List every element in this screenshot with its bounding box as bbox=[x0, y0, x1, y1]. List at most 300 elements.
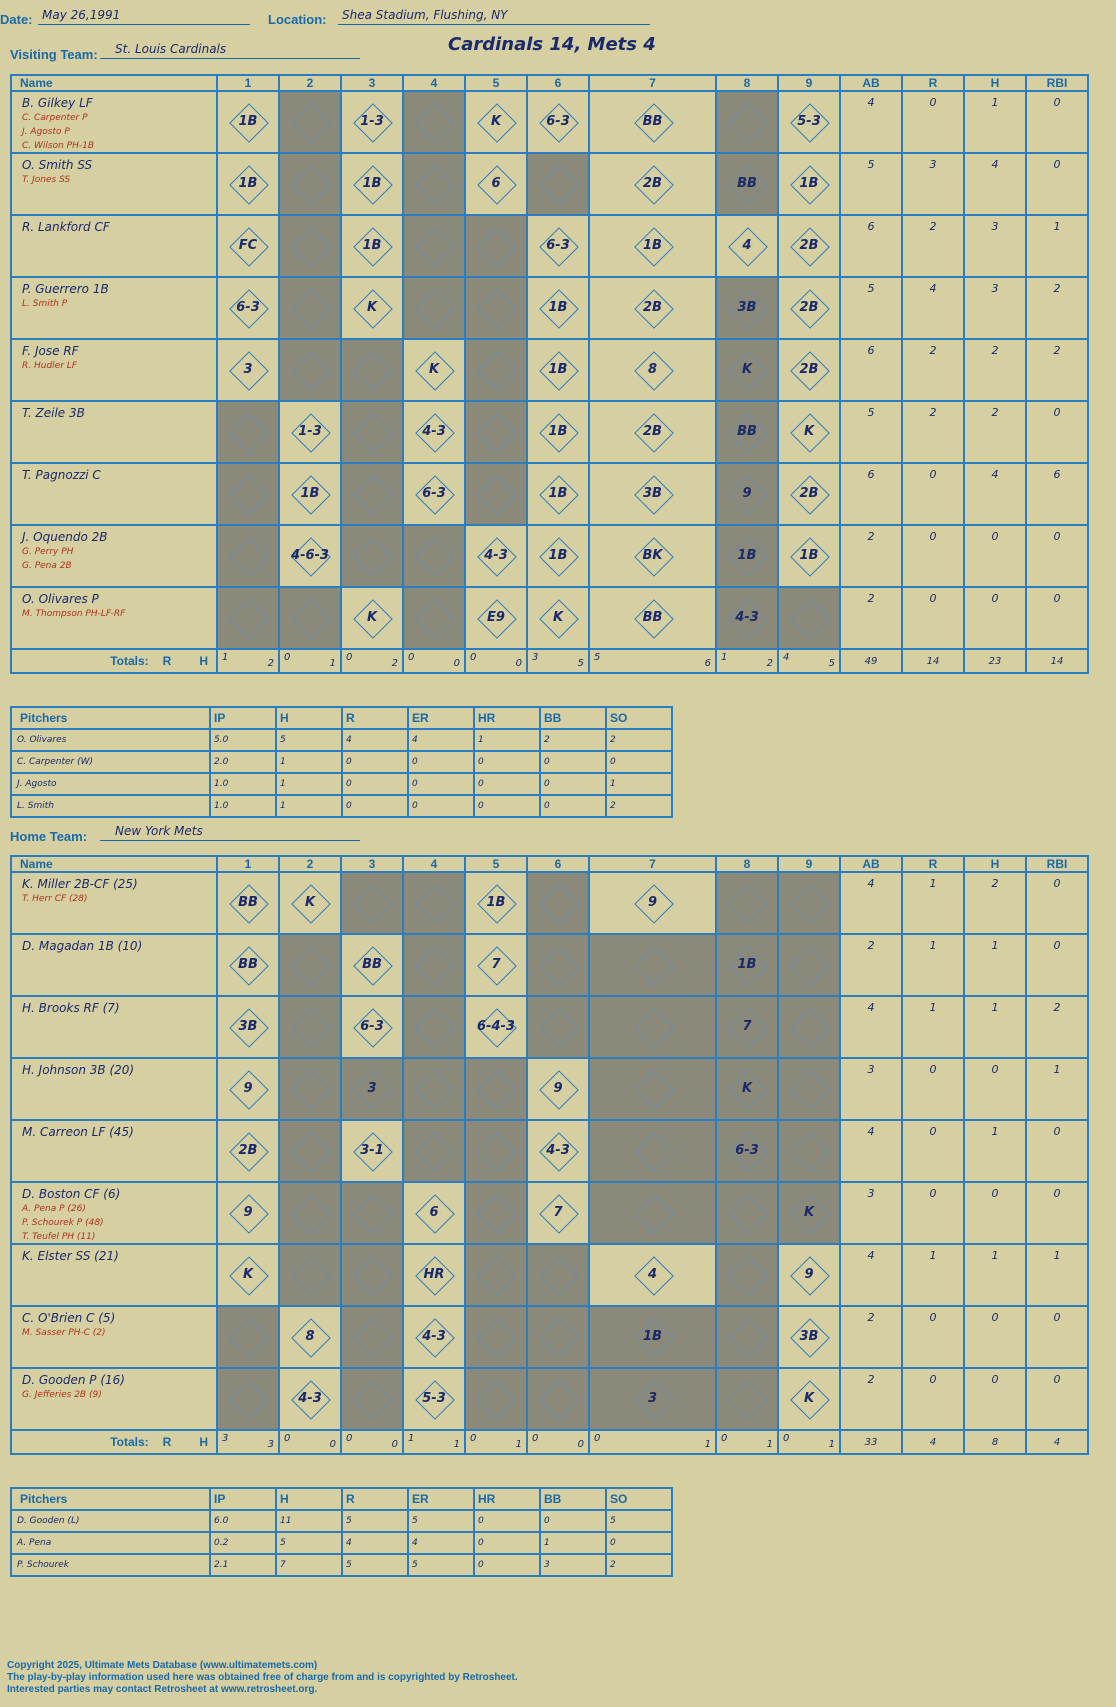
substitute-name: C. Wilson PH-1B bbox=[22, 141, 95, 151]
play-result: K bbox=[242, 1267, 254, 1282]
at-bat-cell bbox=[465, 153, 527, 215]
substitute-name: A. Pena P (26) bbox=[22, 1204, 86, 1214]
inning-hits: 5 bbox=[828, 658, 835, 669]
pitcher-stat: 11 bbox=[276, 1510, 342, 1532]
play-result: K bbox=[304, 895, 316, 910]
base-diamond bbox=[353, 884, 393, 924]
at-bat-cell bbox=[217, 401, 279, 463]
inning-header-3: 3 bbox=[341, 75, 403, 91]
play-result: 3-1 bbox=[360, 1143, 384, 1158]
at-bat-cell bbox=[527, 1306, 589, 1368]
visitors-scorecard bbox=[10, 74, 1089, 674]
pitcher-stat: 0 bbox=[408, 751, 474, 773]
pitcher-name: O. Olivares bbox=[11, 729, 210, 751]
stat-header-rbi: RBI bbox=[1026, 856, 1088, 872]
batter-h: 2 bbox=[964, 339, 1026, 401]
base-diamond bbox=[728, 103, 768, 143]
base-diamond bbox=[353, 475, 393, 515]
batter-name: C. O'Brien C (5) bbox=[22, 1311, 116, 1325]
play-result: 4-3 bbox=[735, 610, 759, 625]
inning-hits: 0 bbox=[577, 1439, 584, 1450]
stat-total: 33 bbox=[840, 1430, 902, 1454]
play-result: 3 bbox=[367, 1081, 377, 1096]
pitchers-header-row bbox=[11, 707, 672, 729]
inning-header-9: 9 bbox=[778, 856, 840, 872]
base-diamond bbox=[415, 289, 455, 329]
at-bat-cell bbox=[527, 339, 589, 401]
at-bat-cell bbox=[716, 91, 778, 153]
at-bat-cell bbox=[527, 153, 589, 215]
pitcher-stat: 0.2 bbox=[210, 1532, 276, 1554]
batter-ab: 2 bbox=[840, 934, 902, 996]
batter-r: 0 bbox=[902, 587, 964, 649]
inning-header-6: 6 bbox=[527, 75, 589, 91]
substitute-name: P. Schourek P (48) bbox=[22, 1218, 104, 1228]
home-pitchers-table bbox=[10, 1487, 673, 1577]
batter-row bbox=[11, 1058, 1088, 1120]
batter-r: 0 bbox=[902, 91, 964, 153]
play-result: FC bbox=[238, 238, 258, 253]
base-diamond bbox=[291, 351, 331, 391]
at-bat-cell bbox=[341, 1120, 403, 1182]
batter-row bbox=[11, 587, 1088, 649]
at-bat-cell bbox=[217, 215, 279, 277]
batter-ab: 4 bbox=[840, 872, 902, 934]
pitcher-stat: 4 bbox=[342, 729, 408, 751]
at-bat-cell bbox=[716, 153, 778, 215]
inning-total-cell bbox=[589, 1430, 716, 1454]
play-result: BB bbox=[642, 114, 663, 129]
batter-rbi: 0 bbox=[1026, 153, 1088, 215]
at-bat-cell bbox=[465, 1306, 527, 1368]
batter-name-cell bbox=[11, 339, 217, 401]
at-bat-cell bbox=[403, 91, 465, 153]
at-bat-cell bbox=[279, 463, 341, 525]
totals-r-label: R bbox=[162, 1435, 172, 1449]
play-result: BK bbox=[642, 548, 663, 563]
at-bat-cell bbox=[716, 463, 778, 525]
play-result: 6 bbox=[429, 1205, 439, 1220]
at-bat-cell bbox=[527, 277, 589, 339]
totals-row bbox=[11, 649, 1088, 673]
inning-total-cell bbox=[589, 649, 716, 673]
play-result: 1B bbox=[548, 300, 568, 315]
at-bat-cell bbox=[778, 1306, 840, 1368]
pitcher-stat: 0 bbox=[540, 1510, 606, 1532]
at-bat-cell bbox=[217, 463, 279, 525]
at-bat-cell bbox=[716, 1058, 778, 1120]
at-bat-cell bbox=[403, 587, 465, 649]
play-result: 3B bbox=[799, 1329, 819, 1344]
pitcher-col-er: ER bbox=[408, 707, 474, 729]
at-bat-cell bbox=[527, 215, 589, 277]
play-result: 1B bbox=[362, 238, 382, 253]
date-label: Date: bbox=[0, 12, 33, 27]
name-header: Name bbox=[11, 75, 217, 91]
date-underline bbox=[38, 24, 250, 25]
inning-header-7: 7 bbox=[589, 856, 716, 872]
totals-label-cell bbox=[11, 1430, 217, 1454]
inning-hits: 1 bbox=[704, 1439, 711, 1450]
inning-total-cell bbox=[341, 649, 403, 673]
base-diamond bbox=[415, 103, 455, 143]
base-diamond bbox=[291, 103, 331, 143]
totals-label: Totals: bbox=[110, 1435, 149, 1449]
play-result: 6-3 bbox=[236, 300, 260, 315]
batter-h: 0 bbox=[964, 587, 1026, 649]
at-bat-cell bbox=[778, 1120, 840, 1182]
at-bat-cell bbox=[589, 215, 716, 277]
at-bat-cell bbox=[403, 1120, 465, 1182]
base-diamond bbox=[790, 884, 830, 924]
at-bat-cell bbox=[778, 525, 840, 587]
at-bat-cell bbox=[279, 872, 341, 934]
batter-rbi: 0 bbox=[1026, 1120, 1088, 1182]
base-diamond bbox=[353, 1256, 393, 1296]
play-result: 4-3 bbox=[422, 1329, 446, 1344]
inning-hits: 0 bbox=[391, 1439, 398, 1450]
play-result: 1B bbox=[362, 176, 382, 191]
inning-total-cell bbox=[465, 1430, 527, 1454]
batter-name: J. Oquendo 2B bbox=[22, 530, 108, 544]
at-bat-cell bbox=[716, 1244, 778, 1306]
play-result: 7 bbox=[742, 1019, 752, 1034]
base-diamond bbox=[229, 1318, 269, 1358]
base-diamond bbox=[728, 1194, 768, 1234]
base-diamond bbox=[477, 1256, 517, 1296]
stat-total: 14 bbox=[1026, 649, 1088, 673]
inning-total-cell bbox=[279, 1430, 341, 1454]
at-bat-cell bbox=[778, 153, 840, 215]
at-bat-cell bbox=[527, 872, 589, 934]
batter-h: 1 bbox=[964, 1120, 1026, 1182]
batter-name: T. Zeile 3B bbox=[22, 406, 85, 420]
pitcher-stat: 2 bbox=[540, 729, 606, 751]
at-bat-cell bbox=[465, 401, 527, 463]
base-diamond bbox=[539, 1318, 579, 1358]
batter-name-cell bbox=[11, 587, 217, 649]
at-bat-cell bbox=[778, 91, 840, 153]
inning-runs: 0 bbox=[408, 652, 415, 663]
play-result: 1B bbox=[799, 548, 819, 563]
inning-header-4: 4 bbox=[403, 856, 465, 872]
substitute-name: L. Smith P bbox=[22, 299, 68, 309]
at-bat-cell bbox=[589, 1306, 716, 1368]
batter-r: 1 bbox=[902, 934, 964, 996]
substitute-name: C. Carpenter P bbox=[22, 113, 88, 123]
play-result: 1B bbox=[799, 176, 819, 191]
base-diamond bbox=[229, 1380, 269, 1420]
inning-header-9: 9 bbox=[778, 75, 840, 91]
totals-row bbox=[11, 1430, 1088, 1454]
batter-h: 0 bbox=[964, 1058, 1026, 1120]
play-result: 9 bbox=[243, 1205, 253, 1220]
play-result: 2B bbox=[643, 300, 662, 315]
base-diamond bbox=[790, 1070, 830, 1110]
home-team-value: New York Mets bbox=[115, 824, 203, 838]
substitute-name: M. Sasser PH-C (2) bbox=[22, 1328, 106, 1338]
batter-row bbox=[11, 153, 1088, 215]
batter-h: 1 bbox=[964, 91, 1026, 153]
batter-row bbox=[11, 1182, 1088, 1244]
play-result: 1B bbox=[300, 486, 320, 501]
base-diamond bbox=[415, 599, 455, 639]
pitcher-col-r: R bbox=[342, 707, 408, 729]
at-bat-cell bbox=[341, 587, 403, 649]
base-diamond bbox=[634, 1132, 674, 1172]
at-bat-cell bbox=[778, 215, 840, 277]
at-bat-cell bbox=[341, 339, 403, 401]
batter-name: P. Guerrero 1B bbox=[22, 282, 109, 296]
play-result: 8 bbox=[305, 1329, 315, 1344]
batter-r: 0 bbox=[902, 1058, 964, 1120]
pitcher-row bbox=[11, 1554, 672, 1576]
at-bat-cell bbox=[279, 1120, 341, 1182]
pitcher-stat: 1 bbox=[540, 1532, 606, 1554]
batter-r: 4 bbox=[902, 277, 964, 339]
stat-total: 8 bbox=[964, 1430, 1026, 1454]
at-bat-cell bbox=[716, 215, 778, 277]
at-bat-cell bbox=[589, 1058, 716, 1120]
at-bat-cell bbox=[527, 1120, 589, 1182]
at-bat-cell bbox=[778, 934, 840, 996]
at-bat-cell bbox=[279, 215, 341, 277]
play-result: K bbox=[428, 362, 440, 377]
play-result: 3 bbox=[243, 362, 253, 377]
at-bat-cell bbox=[589, 1182, 716, 1244]
at-bat-cell bbox=[403, 153, 465, 215]
play-result: 1B bbox=[737, 957, 757, 972]
pitcher-stat: 5.0 bbox=[210, 729, 276, 751]
batter-name: K. Elster SS (21) bbox=[22, 1249, 119, 1263]
inning-runs: 1 bbox=[222, 652, 229, 663]
at-bat-cell bbox=[279, 1182, 341, 1244]
substitute-name: M. Thompson PH-LF-RF bbox=[22, 609, 126, 619]
at-bat-cell bbox=[217, 587, 279, 649]
pitcher-stat: 3 bbox=[540, 1554, 606, 1576]
batter-r: 0 bbox=[902, 1120, 964, 1182]
totals-h-label: H bbox=[199, 654, 208, 668]
at-bat-cell bbox=[403, 1306, 465, 1368]
batter-ab: 5 bbox=[840, 153, 902, 215]
base-diamond bbox=[477, 1132, 517, 1172]
at-bat-cell bbox=[217, 1120, 279, 1182]
play-result: K bbox=[366, 610, 378, 625]
pitcher-col-bb: BB bbox=[540, 1488, 606, 1510]
pitcher-col-ip: IP bbox=[210, 1488, 276, 1510]
pitcher-stat: 0 bbox=[474, 1554, 540, 1576]
inning-total-cell bbox=[465, 649, 527, 673]
at-bat-cell bbox=[465, 996, 527, 1058]
substitute-name: T. Herr CF (28) bbox=[22, 894, 88, 904]
batter-h: 3 bbox=[964, 277, 1026, 339]
footer-contact: Interested parties may contact Retrosheet at www.retrosheet.org. bbox=[7, 1684, 318, 1695]
play-result: BB bbox=[238, 895, 258, 910]
base-diamond bbox=[728, 1318, 768, 1358]
inning-total-cell bbox=[527, 649, 589, 673]
batter-rbi: 0 bbox=[1026, 91, 1088, 153]
base-diamond bbox=[634, 946, 674, 986]
inning-hits: 6 bbox=[704, 658, 711, 669]
at-bat-cell bbox=[341, 525, 403, 587]
pitcher-stat: 5 bbox=[342, 1510, 408, 1532]
play-result: BB bbox=[737, 176, 757, 191]
inning-hits: 1 bbox=[453, 1439, 460, 1450]
totals-label: Totals: bbox=[110, 654, 149, 668]
batter-name-cell bbox=[11, 215, 217, 277]
batter-r: 0 bbox=[902, 525, 964, 587]
base-diamond bbox=[415, 1008, 455, 1048]
batter-row bbox=[11, 1306, 1088, 1368]
pitcher-stat: 0 bbox=[408, 773, 474, 795]
stat-header-ab: AB bbox=[840, 75, 902, 91]
base-diamond bbox=[353, 1380, 393, 1420]
at-bat-cell bbox=[465, 91, 527, 153]
pitcher-stat: 0 bbox=[342, 751, 408, 773]
batter-row bbox=[11, 463, 1088, 525]
base-diamond bbox=[477, 1318, 517, 1358]
inning-header-3: 3 bbox=[341, 856, 403, 872]
at-bat-cell bbox=[527, 1368, 589, 1430]
stat-header-r: R bbox=[902, 856, 964, 872]
at-bat-cell bbox=[589, 934, 716, 996]
play-result: 4 bbox=[742, 238, 752, 253]
base-diamond bbox=[477, 289, 517, 329]
pitcher-stat: 2 bbox=[606, 1554, 672, 1576]
base-diamond bbox=[353, 1194, 393, 1234]
batter-rbi: 0 bbox=[1026, 525, 1088, 587]
batter-name-cell bbox=[11, 872, 217, 934]
batter-rbi: 2 bbox=[1026, 277, 1088, 339]
base-diamond bbox=[790, 946, 830, 986]
inning-runs: 1 bbox=[721, 652, 728, 663]
play-result: 4 bbox=[647, 1267, 658, 1282]
at-bat-cell bbox=[465, 1244, 527, 1306]
pitcher-col-er: ER bbox=[408, 1488, 474, 1510]
base-diamond bbox=[790, 599, 830, 639]
at-bat-cell bbox=[527, 1058, 589, 1120]
pitcher-stat: 4 bbox=[342, 1532, 408, 1554]
at-bat-cell bbox=[778, 401, 840, 463]
batter-row bbox=[11, 934, 1088, 996]
at-bat-cell bbox=[589, 401, 716, 463]
at-bat-cell bbox=[403, 401, 465, 463]
play-result: 6-3 bbox=[360, 1019, 384, 1034]
inning-header-7: 7 bbox=[589, 75, 716, 91]
at-bat-cell bbox=[716, 996, 778, 1058]
stat-total: 4 bbox=[902, 1430, 964, 1454]
inning-hits: 0 bbox=[453, 658, 460, 669]
base-diamond bbox=[539, 946, 579, 986]
substitute-name: J. Agosto P bbox=[22, 127, 70, 137]
play-result: BB bbox=[238, 957, 258, 972]
pitcher-stat: 0 bbox=[342, 795, 408, 817]
pitcher-stat: 1 bbox=[276, 795, 342, 817]
base-diamond bbox=[790, 1008, 830, 1048]
at-bat-cell bbox=[589, 1368, 716, 1430]
base-diamond bbox=[415, 537, 455, 577]
stat-header-h: H bbox=[964, 75, 1026, 91]
pitcher-stat: 5 bbox=[342, 1554, 408, 1576]
at-bat-cell bbox=[716, 934, 778, 996]
base-diamond bbox=[634, 1008, 674, 1048]
base-diamond bbox=[291, 1070, 331, 1110]
pitcher-stat: 0 bbox=[606, 751, 672, 773]
inning-total-cell bbox=[217, 1430, 279, 1454]
play-result: HR bbox=[423, 1267, 445, 1282]
at-bat-cell bbox=[465, 463, 527, 525]
inning-hits: 5 bbox=[577, 658, 584, 669]
at-bat-cell bbox=[716, 1306, 778, 1368]
base-diamond bbox=[291, 1256, 331, 1296]
pitcher-col-so: SO bbox=[606, 1488, 672, 1510]
inning-header-6: 6 bbox=[527, 856, 589, 872]
inning-total-cell bbox=[279, 649, 341, 673]
at-bat-cell bbox=[403, 1244, 465, 1306]
at-bat-cell bbox=[589, 525, 716, 587]
play-result: 1-3 bbox=[298, 424, 322, 439]
base-diamond bbox=[415, 884, 455, 924]
home-team-underline bbox=[100, 840, 360, 841]
play-result: 1B bbox=[238, 114, 258, 129]
play-result: 4-3 bbox=[484, 548, 508, 563]
pitcher-stat: 0 bbox=[540, 773, 606, 795]
header-row bbox=[11, 75, 1088, 91]
play-result: 1B bbox=[238, 176, 258, 191]
batter-name-cell bbox=[11, 1182, 217, 1244]
at-bat-cell bbox=[465, 934, 527, 996]
at-bat-cell bbox=[716, 587, 778, 649]
at-bat-cell bbox=[279, 1368, 341, 1430]
play-result: 1B bbox=[643, 238, 662, 253]
inning-hits: 3 bbox=[267, 1439, 274, 1450]
play-result: 6-4-3 bbox=[477, 1019, 515, 1034]
at-bat-cell bbox=[778, 1182, 840, 1244]
play-result: 1B bbox=[737, 548, 757, 563]
play-result: 1-3 bbox=[360, 114, 384, 129]
at-bat-cell bbox=[279, 525, 341, 587]
at-bat-cell bbox=[217, 996, 279, 1058]
base-diamond bbox=[634, 1194, 674, 1234]
batter-r: 0 bbox=[902, 463, 964, 525]
inning-runs: 0 bbox=[721, 1433, 728, 1444]
pitcher-col-h: H bbox=[276, 707, 342, 729]
batter-r: 1 bbox=[902, 872, 964, 934]
play-result: 7 bbox=[491, 957, 501, 972]
at-bat-cell bbox=[589, 996, 716, 1058]
inning-runs: 3 bbox=[222, 1433, 229, 1444]
at-bat-cell bbox=[589, 463, 716, 525]
at-bat-cell bbox=[341, 996, 403, 1058]
base-diamond bbox=[477, 1194, 517, 1234]
play-result: 6-3 bbox=[546, 238, 570, 253]
substitute-name: R. Hudler LF bbox=[22, 361, 77, 371]
batter-rbi: 2 bbox=[1026, 996, 1088, 1058]
base-diamond bbox=[353, 537, 393, 577]
pitcher-stat: 5 bbox=[606, 1510, 672, 1532]
base-diamond bbox=[291, 289, 331, 329]
base-diamond bbox=[229, 599, 269, 639]
pitcher-stat: 1 bbox=[276, 751, 342, 773]
batter-ab: 5 bbox=[840, 401, 902, 463]
play-result: 1B bbox=[548, 424, 568, 439]
batter-h: 0 bbox=[964, 1306, 1026, 1368]
stat-header-rbi: RBI bbox=[1026, 75, 1088, 91]
inning-header-1: 1 bbox=[217, 75, 279, 91]
at-bat-cell bbox=[217, 277, 279, 339]
inning-hits: 0 bbox=[329, 1439, 336, 1450]
batter-name: D. Magadan 1B (10) bbox=[22, 939, 143, 953]
